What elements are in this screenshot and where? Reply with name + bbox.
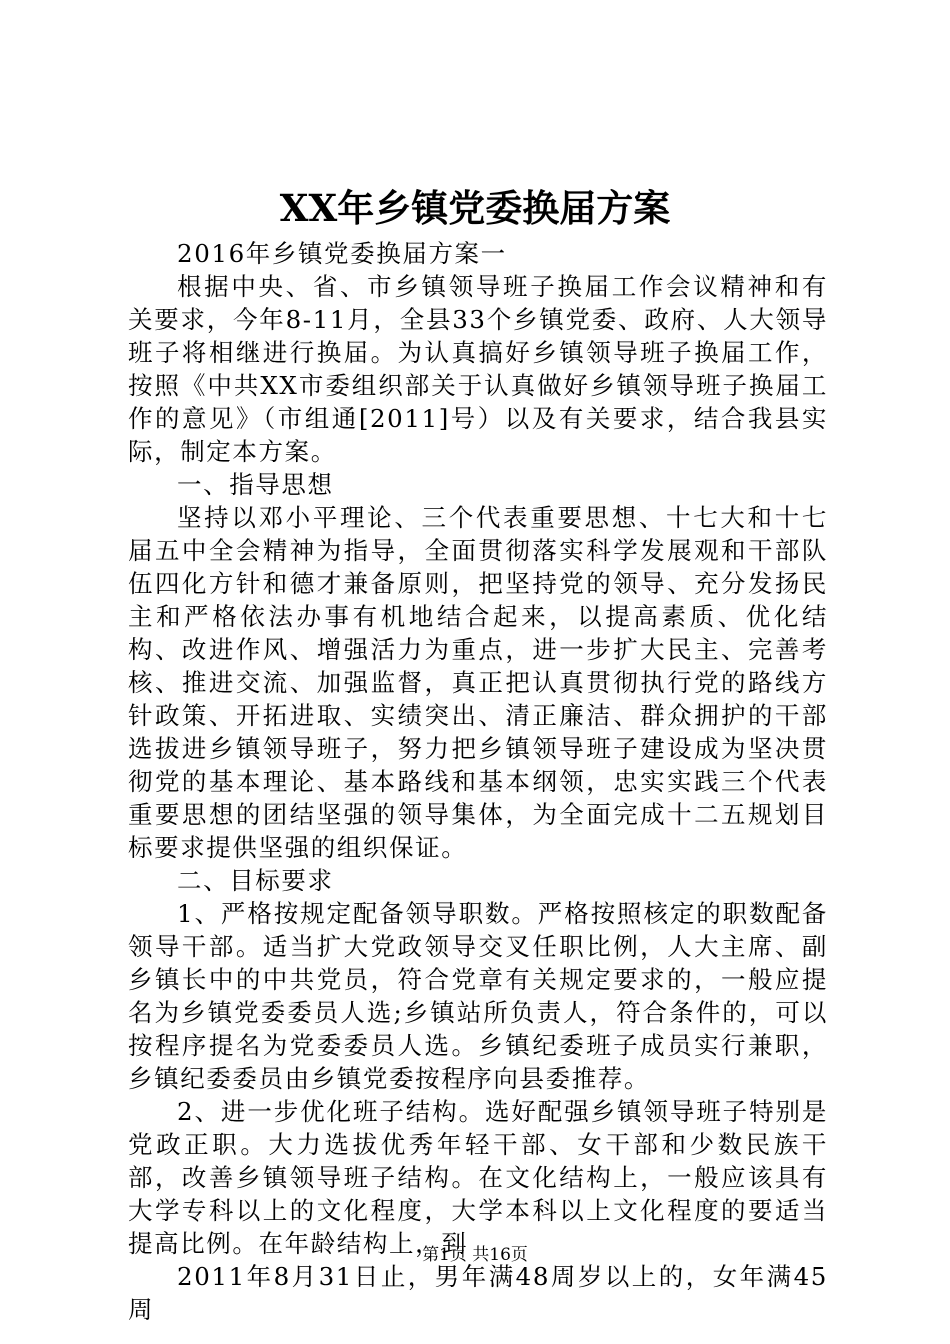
paragraph: 根据中央、省、市乡镇领导班子换届工作会议精神和有关要求，今年8-11月，全县33个乡镇党委、政府、人大领导班子将相继进行换届。为认真搞好乡镇领导班子换届工作，按照《中共XX市委组织部关于认真做好乡镇领导班子换届工作的意见》（市组通[2011]号）以及有关要求，结合我县实际，制定本方案。 [128,272,828,466]
paragraph: 1、严格按规定配备领导职数。严格按照核定的职数配备领导干部。适当扩大党政领导交叉任职比例，人大主席、副乡镇长中的中共党员，符合党章有关规定要求的，一般应提名为乡镇党委委员人选;乡镇站所负责人，符合条件的，可以按程序提名为党委委员人选。乡镇纪委班子成员实行兼职，乡镇纪委委员由乡镇党委按程序向县委推荐。 [128,899,828,1093]
document-body [128,237,828,1326]
document-title: XX年乡镇党委换届方案 [279,186,671,230]
paragraph: 2、进一步优化班子结构。选好配强乡镇领导班子特别是党政正职。大力选拔优秀年轻干部、女干部和少数民族干部，改善乡镇领导班子结构。在文化结构上，一般应该具有大学专科以上的文化程度，大学本科以上文化程度的要适当提高比例。在年龄结构上，到 [128,1097,828,1258]
paragraph: 坚持以邓小平理论、三个代表重要思想、十七大和十七届五中全会精神为指导，全面贯彻落实科学发展观和干部队伍四化方针和德才兼备原则，把坚持党的领导、充分发扬民主和严格依法办事有机地结合起来，以提高素质、优化结构、改进作风、增强活力为重点，进一步扩大民主、完善考核、推进交流、加强监督，真正把认真贯彻执行党的路线方针政策、开拓进取、实绩突出、清正廉洁、群众拥护的干部选拔进乡镇领导班子，努力把乡镇领导班子建设成为坚决贯彻党的基本理论、基本路线和基本纲领，忠实实践三个代表重要思想的团结坚强的领导集体，为全面完成十二五规划目标要求提供坚强的组织保证。 [128,503,828,862]
section-heading: 二、目标要求 [177,866,334,895]
section-heading: 一、指导思想 [177,470,334,499]
paragraph: 2011年8月31日止，男年满48周岁以上的，女年满45周 [128,1262,828,1324]
paragraph: 2016年乡镇党委换届方案一 [177,239,507,268]
page-footer: 第1页 共16页 [422,1245,528,1265]
